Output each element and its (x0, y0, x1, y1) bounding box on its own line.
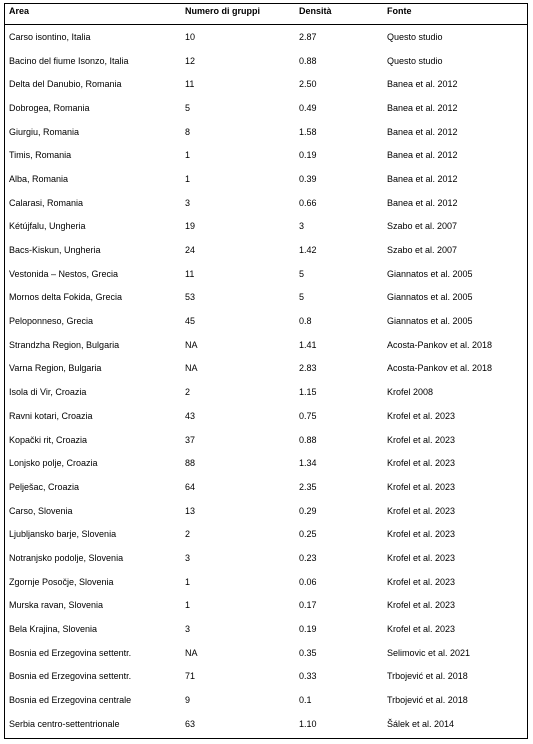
cell-area: Bela Krajina, Slovenia (9, 624, 98, 635)
cell-area: Mornos delta Fokida, Grecia (9, 292, 123, 303)
cell-source: Trbojević et al. 2018 (387, 671, 468, 682)
cell-source: Banea et al. 2012 (387, 173, 458, 184)
cell-density: 0.88 (299, 434, 317, 445)
table-row (5, 215, 527, 239)
cell-group-count: 5 (185, 102, 191, 113)
cell-group-count: 10 (185, 31, 196, 42)
cell-source: Szabo et al. 2007 (387, 221, 458, 232)
cell-source: Acosta-Pankov et al. 2018 (387, 339, 493, 350)
table-body (5, 24, 527, 736)
cell-density: 0.06 (299, 576, 317, 587)
header-source: Fonte (383, 4, 527, 24)
cell-group-count: 9 (185, 695, 191, 706)
cell-group-count: 63 (185, 718, 196, 729)
cell-source: Krofel et al. 2023 (387, 600, 456, 611)
cell-density: 0.75 (299, 410, 317, 421)
cell-source: Banea et al. 2012 (387, 150, 458, 161)
table-row (5, 452, 527, 476)
cell-source: Krofel et al. 2023 (387, 624, 456, 635)
cell-area: Delta del Danubio, Romania (9, 79, 122, 90)
cell-source: Banea et al. 2012 (387, 79, 458, 90)
cell-group-count: 3 (185, 197, 191, 208)
table-row (5, 262, 527, 286)
cell-area: Kétújfalu, Ungheria (9, 221, 86, 232)
table-row (5, 191, 527, 215)
cell-density: 0.19 (299, 150, 317, 161)
cell-area: Bacs-Kiskun, Ungheria (9, 245, 101, 256)
jackal-groups-table (5, 4, 527, 736)
cell-source: Krofel et al. 2023 (387, 576, 456, 587)
table-row (5, 689, 527, 713)
cell-source: Krofel 2008 (387, 387, 434, 398)
cell-area: Varna Region, Bulgaria (9, 363, 102, 374)
cell-area: Ravni kotari, Croazia (9, 410, 93, 421)
cell-density: 0.49 (299, 102, 317, 113)
cell-density: 1.58 (299, 126, 317, 137)
table-row (5, 428, 527, 452)
table-row (5, 239, 527, 263)
cell-group-count: 3 (185, 552, 191, 563)
cell-density: 2.87 (299, 31, 317, 42)
cell-area: Peloponneso, Grecia (9, 316, 94, 327)
cell-group-count: 1 (185, 600, 191, 611)
table-row (5, 333, 527, 357)
table-row (5, 168, 527, 192)
table-row (5, 286, 527, 310)
cell-source: Banea et al. 2012 (387, 197, 458, 208)
cell-density: 0.29 (299, 505, 317, 516)
cell-area: Calarasi, Romania (9, 197, 84, 208)
cell-density: 2.35 (299, 481, 317, 492)
cell-source: Banea et al. 2012 (387, 126, 458, 137)
cell-group-count: 2 (185, 529, 191, 540)
cell-source: Krofel et al. 2023 (387, 552, 456, 563)
cell-density: 0.39 (299, 173, 317, 184)
cell-area: Notranjsko podolje, Slovenia (9, 552, 124, 563)
cell-group-count: 37 (185, 434, 196, 445)
header-area: Area (5, 4, 181, 24)
cell-group-count: 43 (185, 410, 196, 421)
cell-group-count: 53 (185, 292, 196, 303)
table-row (5, 523, 527, 547)
cell-density: 0.33 (299, 671, 317, 682)
cell-source: Szabo et al. 2007 (387, 245, 458, 256)
cell-area: Bosnia ed Erzegovina settentr. (9, 647, 132, 658)
cell-group-count: 88 (185, 458, 196, 469)
cell-group-count: 3 (185, 624, 191, 635)
cell-density: 1.10 (299, 718, 317, 729)
cell-density: 3 (299, 221, 305, 232)
table-header-row (5, 4, 527, 24)
cell-group-count: 8 (185, 126, 191, 137)
cell-source: Šálek et al. 2014 (387, 718, 455, 729)
table-row (5, 665, 527, 689)
table-row (5, 547, 527, 571)
cell-group-count: NA (185, 363, 198, 374)
cell-source: Krofel et al. 2023 (387, 434, 456, 445)
cell-area: Strandzha Region, Bulgaria (9, 339, 120, 350)
cell-source: Krofel et al. 2023 (387, 458, 456, 469)
cell-group-count: 1 (185, 150, 191, 161)
cell-area: Alba, Romania (9, 173, 69, 184)
cell-area: Lonjsko polje, Croazia (9, 458, 98, 469)
cell-group-count: 71 (185, 671, 196, 682)
cell-area: Timis, Romania (9, 150, 72, 161)
cell-area: Dobrogea, Romania (9, 102, 90, 113)
cell-density: 0.17 (299, 600, 317, 611)
cell-source: Krofel et al. 2023 (387, 410, 456, 421)
cell-source: Questo studio (387, 55, 443, 66)
table-row (5, 144, 527, 168)
cell-group-count: 12 (185, 55, 196, 66)
cell-density: 0.35 (299, 647, 317, 658)
cell-group-count: 19 (185, 221, 196, 232)
table-row (5, 120, 527, 144)
table-row (5, 641, 527, 665)
cell-area: Bosnia ed Erzegovina centrale (9, 695, 132, 706)
cell-density: 0.8 (299, 316, 312, 327)
cell-source: Giannatos et al. 2005 (387, 292, 473, 303)
cell-source: Giannatos et al. 2005 (387, 268, 473, 279)
cell-group-count: 13 (185, 505, 196, 516)
cell-source: Selimovic et al. 2021 (387, 647, 471, 658)
table-row (5, 570, 527, 594)
cell-density: 0.19 (299, 624, 317, 635)
cell-density: 1.41 (299, 339, 317, 350)
table-row (5, 618, 527, 642)
table-row (5, 24, 527, 49)
cell-group-count: 1 (185, 173, 191, 184)
table-row (5, 594, 527, 618)
cell-group-count: NA (185, 339, 198, 350)
cell-density: 0.1 (299, 695, 312, 706)
table-row (5, 499, 527, 523)
cell-area: Kopački rit, Croazia (9, 434, 88, 445)
table-row (5, 310, 527, 334)
cell-group-count: NA (185, 647, 198, 658)
table-row (5, 476, 527, 500)
cell-group-count: 11 (185, 79, 195, 90)
cell-group-count: 45 (185, 316, 196, 327)
cell-source: Giannatos et al. 2005 (387, 316, 473, 327)
cell-area: Giurgiu, Romania (9, 126, 80, 137)
table-row (5, 712, 527, 736)
table-row (5, 73, 527, 97)
cell-density: 1.42 (299, 245, 317, 256)
cell-source: Krofel et al. 2023 (387, 529, 456, 540)
cell-density: 2.50 (299, 79, 317, 90)
table-row (5, 405, 527, 429)
cell-area: Ljubljansko barje, Slovenia (9, 529, 117, 540)
cell-group-count: 1 (185, 576, 191, 587)
cell-group-count: 11 (185, 268, 195, 279)
cell-density: 0.66 (299, 197, 317, 208)
cell-density: 0.23 (299, 552, 317, 563)
table-row (5, 357, 527, 381)
cell-source: Krofel et al. 2023 (387, 481, 456, 492)
cell-density: 0.88 (299, 55, 317, 66)
cell-source: Questo studio (387, 31, 443, 42)
cell-area: Vestonida – Nestos, Grecia (9, 268, 119, 279)
cell-density: 1.15 (299, 387, 317, 398)
cell-area: Isola di Vir, Croazia (9, 387, 87, 398)
header-density: Densità (295, 4, 383, 24)
cell-source: Trbojević et al. 2018 (387, 695, 468, 706)
cell-group-count: 2 (185, 387, 191, 398)
cell-group-count: 64 (185, 481, 196, 492)
cell-density: 5 (299, 292, 305, 303)
data-table-frame (4, 3, 528, 739)
cell-area: Serbia centro-settentrionale (9, 718, 120, 729)
cell-density: 5 (299, 268, 305, 279)
cell-area: Bosnia ed Erzegovina settentr. (9, 671, 132, 682)
cell-area: Pelješac, Croazia (9, 481, 80, 492)
cell-area: Bacino del fiume Isonzo, Italia (9, 55, 129, 66)
cell-area: Carso, Slovenia (9, 505, 73, 516)
cell-density: 2.83 (299, 363, 317, 374)
cell-area: Carso isontino, Italia (9, 31, 91, 42)
cell-density: 0.25 (299, 529, 317, 540)
cell-group-count: 24 (185, 245, 196, 256)
cell-area: Zgornje Posočje, Slovenia (9, 576, 114, 587)
cell-density: 1.34 (299, 458, 317, 469)
table-row (5, 97, 527, 121)
header-group-count: Numero di gruppi (181, 4, 295, 24)
table-row (5, 49, 527, 73)
cell-source: Krofel et al. 2023 (387, 505, 456, 516)
cell-source: Acosta-Pankov et al. 2018 (387, 363, 493, 374)
cell-source: Banea et al. 2012 (387, 102, 458, 113)
table-row (5, 381, 527, 405)
cell-area: Murska ravan, Slovenia (9, 600, 104, 611)
